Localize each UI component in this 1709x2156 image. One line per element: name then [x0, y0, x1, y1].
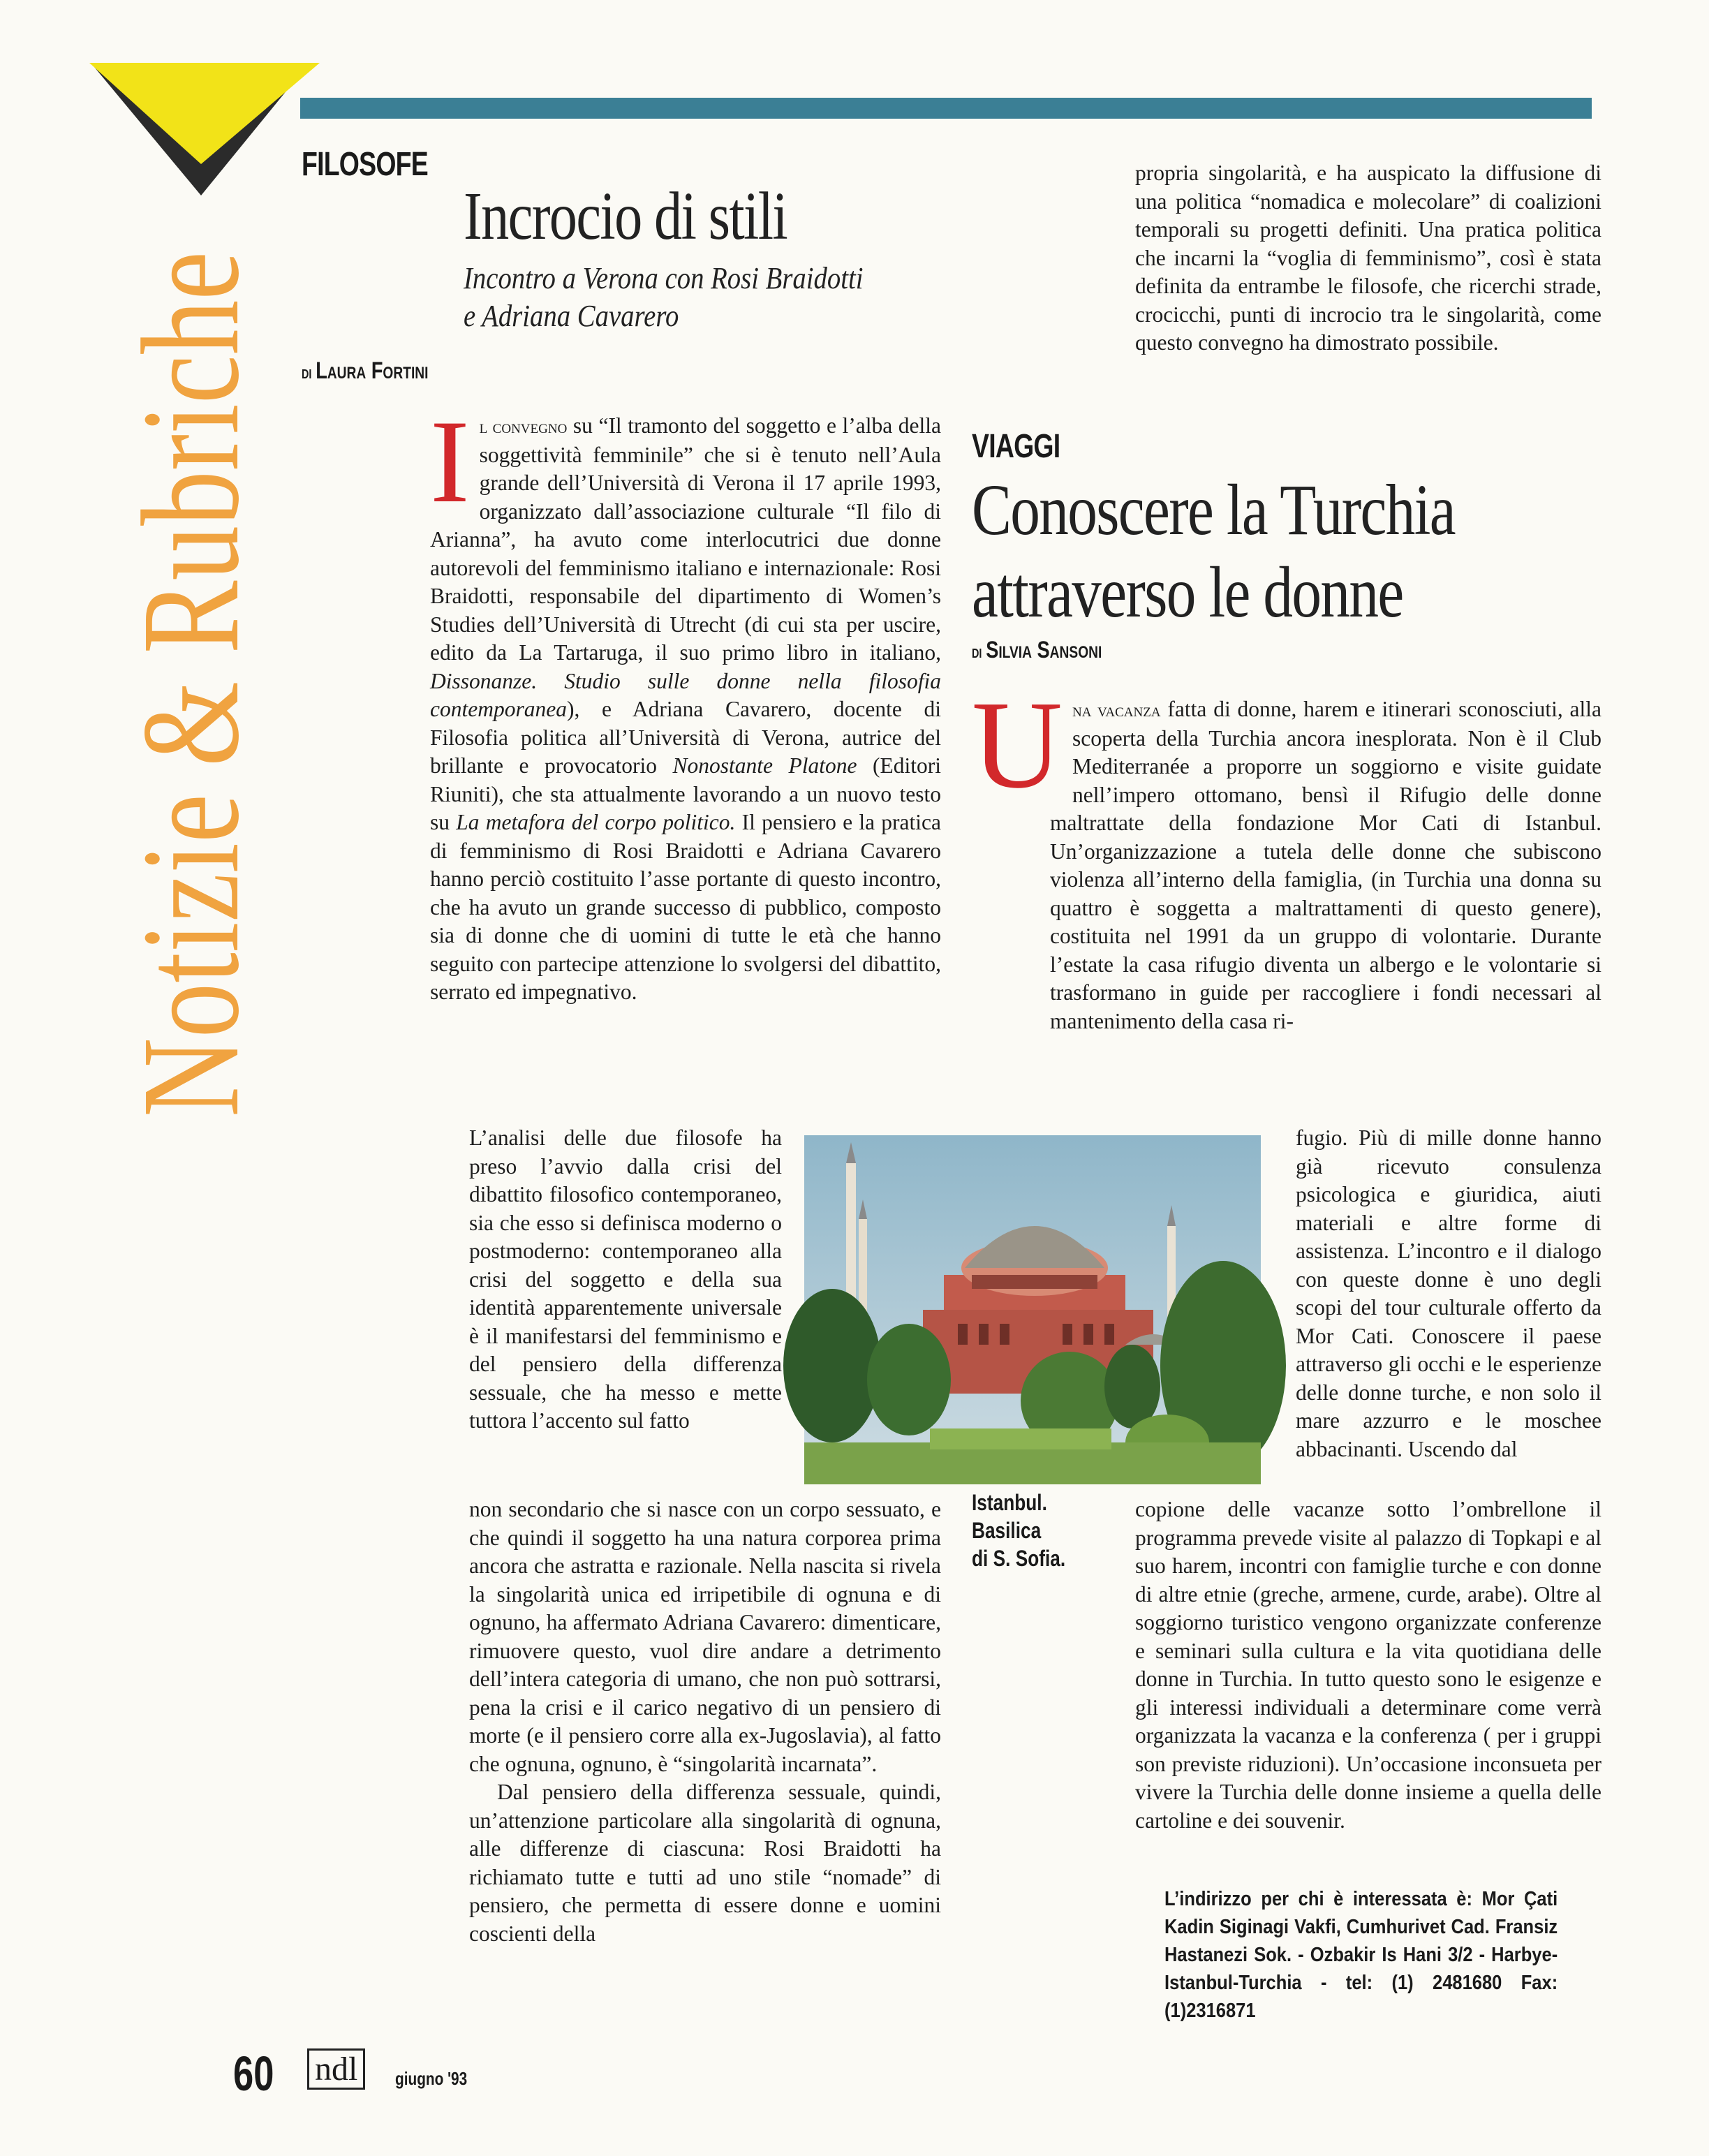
byline-prefix: di	[972, 641, 982, 662]
article1-continuation	[1135, 159, 1601, 357]
body-text: non secondario che si nasce con un corpo sessuato, e che quindi il soggetto ha una natura corporea prima ancora che astratta e razionale. Nella nascita si rivela la singolarità unica ed irripetibile di ognuna e di ognuno, ha affermato Adriana Cavarero: dimenticare, rimuovere questo, vuol dire andare a detrimento dell’intera categoria di umano, che non può sottrarsi, pena la crisi e il carico negativo di un pensiero di morte (e il pensiero corre alla ex-Jugoslavia), al fatto che ognuna, ognuno, è “singolarità incarnata”.	[469, 1497, 941, 1776]
magazine-logo	[307, 2053, 365, 2086]
body-text: Il pensiero e la pratica di femminismo di Rosi Braidotti e Adriana Cavarero hanno perciò costituito l’asse portante di questo incontro, che ha avuto un grande successo di pubblico, composto sia di donne che di uomini di tutte le età che hanno seguito con partecipe attenzione lo svolgersi del dibattito, serrato ed impegnativo.	[430, 810, 941, 1004]
article2-title	[972, 469, 1455, 634]
page-number: 60	[233, 2046, 274, 2101]
header-band	[300, 98, 1592, 119]
article1-body-top	[430, 396, 942, 1007]
article1-title: Incrocio di stili	[464, 179, 787, 254]
drop-cap: I	[430, 396, 470, 527]
body-text: ), e Adriana Cavarero, docente di Filosofia politica all’Università di Verona, autrice del brillante e provocatorio	[430, 697, 941, 778]
article1-body-bottom	[469, 1496, 941, 1948]
yellow-triangle-logo	[89, 63, 327, 202]
issue-date: giugno '93	[395, 2068, 468, 2089]
caption-line: Basilica	[972, 1518, 1042, 1543]
photo-caption	[972, 1489, 1065, 1572]
contact-address: L’indirizzo per chi è interessata è: Mor Çati Kadin Siginagi Vakfi, Cumhurivet Cad. Fransiz Hastanezi Sok. - Ozbakir Is Hani 3/2 - Harbye- Istanbul-Turchia - tel: (1) 2481680 Fax: (1)2316871	[1164, 1888, 1558, 2022]
caption-line: Istanbul.	[972, 1490, 1047, 1515]
body-text: fugio. Più di mille donne hanno già ricevuto consulenza psicologica e giuridica, aiuti materiali e altre forme di assistenza. L’incontro e il dialogo con queste donne è uno degli scopi del tour culturale offerto da Mor Cati. Conoscere il paese attraverso gli occhi e le esperienze delle donne turche, e non solo il mare azzurro e le moschee abbacinanti. Uscendo dal	[1296, 1125, 1601, 1461]
book-title: Dissonanze. Studio sulle donne nella filosofia contemporanea	[430, 668, 941, 721]
body-text: L’analisi delle due filosofe ha preso l’avvio dalla crisi del dibattito filosofico contemporaneo, sia che esso si definisca moderno o postmoderno: contemporaneo alla crisi del soggetto e della sua identità apparentemente universale è il manifestarsi del femminismo e del pensiero della differenza sessuale, che ha messo e mette tuttora l’accento sul fatto	[469, 1125, 782, 1433]
article1-body-wrap	[469, 1124, 782, 1435]
drop-cap: U	[972, 675, 1063, 814]
byline-author: Silvia Sansoni	[986, 637, 1102, 663]
article1-subtitle	[464, 260, 864, 335]
body-text: (Editori Riuniti), che sta attualmente lavorando a un nuovo testo su	[430, 753, 942, 834]
body-text: propria singolarità, e ha auspicato la diffusione di una politica “nomadica e molecolare” di coalizioni temporali su progetti definiti. Una pratica politica che incarni la “voglia di femminismo”, così è stata definita da entrambe le filosofe, che ricerchi strade, crocicchi, punti di incrocio tra le singolarità, come questo convegno ha dimostrato possibile.	[1135, 161, 1601, 355]
body-text: copione delle vacanze sotto l’ombrellone il programma prevede visite al palazzo di Topkapi e al suo harem, incontri con famiglie turche e con donne di altre etnie (greche, armene, curde, arabe). Oltre al soggiorno turistico vengono organizzate conferenze e seminari sulla cultura e la vita quotidiana delle donne in Turchia. In tutto questo sono le esigenze e gli interessi individuali a determinare come verrà organizzata la vacanza e la conferenza ( per i gruppi son previste riduzioni). Un’occasione inconsueta per vivere la Turchia delle donne insieme a quella delle cartoline e dei souvenir.	[1135, 1497, 1601, 1833]
lead-smallcaps: na vacanza	[1072, 700, 1161, 721]
title-line: attraverso le donne	[972, 552, 1403, 633]
hagia-sophia-photo	[804, 1135, 1261, 1484]
title-line: Conoscere la Turchia	[972, 470, 1455, 550]
subtitle-line: e Adriana Cavarero	[464, 299, 679, 333]
article2-body-bottom	[1135, 1496, 1601, 1835]
article1-kicker: FILOSOFE	[302, 146, 428, 183]
subtitle-line: Incontro a Verona con Rosi Braidotti	[464, 261, 864, 295]
byline-author: Laura Fortini	[316, 357, 429, 384]
caption-line: di S. Sofia.	[972, 1546, 1066, 1571]
body-text: fatta di donne, harem e itinerari sconosciuti, alla scoperta della Turchia ancora inesplorata. Non è il Club Mediterranée a proporre un soggiorno e visite guidate nell’impero ottomano, bensì il Rifugio delle donne maltrattate della fondazione Mor Cati di Istanbul. Un’organizzazione a tutela delle donne che subiscono violenza all’interno della famiglia, (in Turchia una donna su quattro è soggetta a maltrattamenti di questo genere), costituita nel 1991 da un gruppo di volontarie. Durante l’estate la casa rifugio diventa un albergo e le volontarie si trasformano in guide per raccogliere i fondi necessari al mantenimento della casa ri-	[1050, 697, 1601, 1033]
byline-prefix: di	[302, 362, 312, 383]
body-text: Dal pensiero della differenza sessuale, quindi, un’attenzione particolare alla singolarità di ognuna, alle differenze di ciascuna: Rosi Braidotti ha richiamato tutte e tutti ad uno stile “nomade” di pensiero, che permetta di essere donne e uomini coscienti della	[469, 1780, 941, 1946]
section-label-vertical	[28, 15, 268, 1138]
article2-body-top	[972, 675, 1601, 1035]
body-text: su “Il tramonto del soggetto e l’alba della soggettività femminile” che si è tenuto nell’Aula grande dell’Università di Verona il 17 aprile 1993, organizzato dall’associazione culturale “Il filo di Arianna”, ha avuto come interlocutrici due donne autorevoli del femminismo italiano e internazionale: Rosi Braidotti, responsabile del dipartimento di Women’s Studies dell’Università di Utrecht (di cui sta per uscire, edito da La Tartaruga, il suo primo libro in italiano,	[430, 413, 941, 665]
article1-byline	[302, 357, 429, 385]
magazine-logo-text: ndl	[307, 2048, 365, 2090]
lead-smallcaps: l convegno	[479, 416, 568, 437]
book-title: Nonostante Platone	[672, 753, 857, 778]
book-title: La metafora del corpo politico.	[456, 810, 736, 834]
section-label-text: Notizie & Rubriche	[114, 15, 268, 1117]
article2-body-wrap	[1296, 1124, 1601, 1463]
article2-byline	[972, 637, 1102, 664]
article2-kicker: VIAGGI	[972, 428, 1060, 465]
